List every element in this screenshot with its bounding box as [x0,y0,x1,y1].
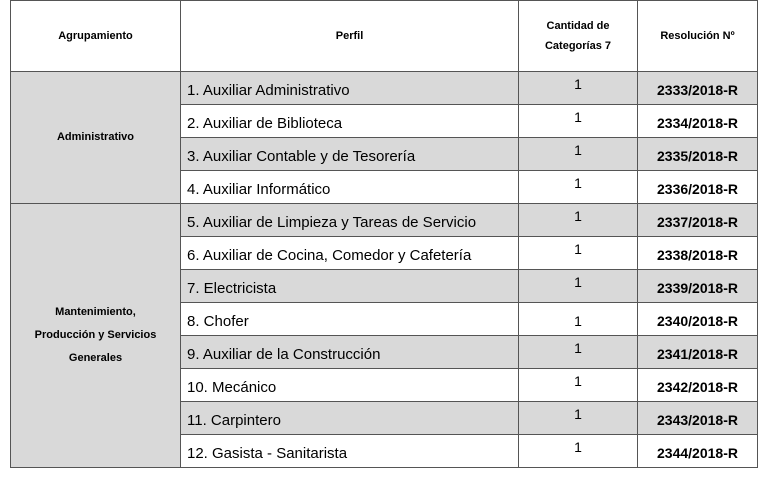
cantidad-cell: 1 [519,336,638,369]
cantidad-cell: 1 [519,435,638,468]
perfil-cell: 1. Auxiliar Administrativo [181,72,519,105]
resolucion-cell: 2337/2018-R [638,204,758,237]
perfil-cell: 9. Auxiliar de la Construcción [181,336,519,369]
cantidad-cell: 1 [519,402,638,435]
cantidad-cell: 1 [519,105,638,138]
resolucion-cell: 2343/2018-R [638,402,758,435]
resolucion-cell: 2340/2018-R [638,303,758,336]
profiles-table [10,0,758,468]
header-agrupamiento: Agrupamiento [11,1,181,72]
resolucion-cell: 2334/2018-R [638,105,758,138]
perfil-cell: 2. Auxiliar de Biblioteca [181,105,519,138]
header-resolucion: Resolución Nº [638,1,758,72]
resolucion-cell: 2342/2018-R [638,369,758,402]
header-cantidad-line2: Categorías 7 [544,40,612,52]
resolucion-cell: 2338/2018-R [638,237,758,270]
perfil-cell: 10. Mecánico [181,369,519,402]
header-row [11,1,758,72]
group-mantenimiento-line2: Producción y Servicios [34,329,157,341]
resolucion-cell: 2336/2018-R [638,171,758,204]
table-row [11,72,758,105]
group-mantenimiento-line1: Mantenimiento, [55,306,136,318]
resolucion-cell: 2333/2018-R [638,72,758,105]
table-row [11,204,758,237]
header-perfil: Perfil [181,1,519,72]
perfil-cell: 7. Electricista [181,270,519,303]
resolucion-cell: 2339/2018-R [638,270,758,303]
perfil-cell: 3. Auxiliar Contable y de Tesorería [181,138,519,171]
cantidad-cell: 1 [519,270,638,303]
cantidad-cell: 1 [519,303,638,336]
cantidad-cell: 1 [519,369,638,402]
perfil-cell: 4. Auxiliar Informático [181,171,519,204]
header-cantidad [519,1,638,72]
perfil-cell: 5. Auxiliar de Limpieza y Tareas de Servicio [181,204,519,237]
cantidad-cell: 1 [519,171,638,204]
perfil-cell: 12. Gasista - Sanitarista [181,435,519,468]
group-mantenimiento-line3: Generales [68,352,123,364]
perfil-cell: 6. Auxiliar de Cocina, Comedor y Cafetería [181,237,519,270]
cantidad-cell: 1 [519,204,638,237]
group-mantenimiento [11,204,181,468]
cantidad-cell: 1 [519,138,638,171]
perfil-cell: 8. Chofer [181,303,519,336]
header-cantidad-line1: Cantidad de [546,20,610,32]
resolucion-cell: 2344/2018-R [638,435,758,468]
cantidad-cell: 1 [519,237,638,270]
resolucion-cell: 2335/2018-R [638,138,758,171]
resolucion-cell: 2341/2018-R [638,336,758,369]
group-administrativo: Administrativo [11,72,181,204]
cantidad-cell: 1 [519,72,638,105]
perfil-cell: 11. Carpintero [181,402,519,435]
